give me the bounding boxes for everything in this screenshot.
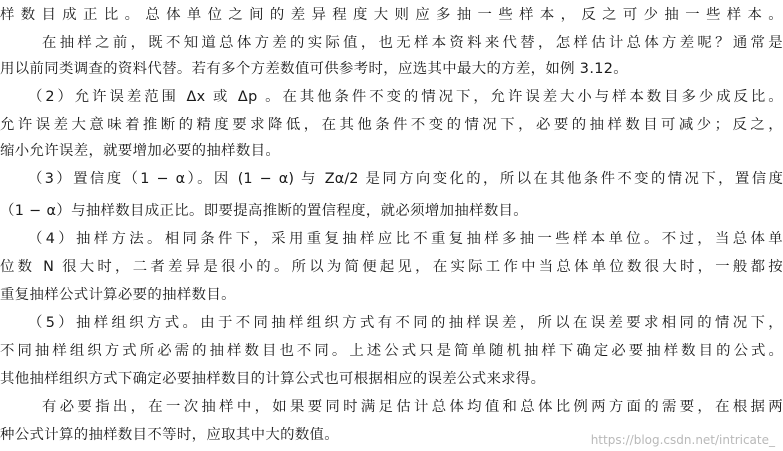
- text-line: （3）置信度（1 − α）。因 (1 − α) 与 Zα/2 是同方向变化的，所以在其他条件不变的情况下，置信度: [28, 171, 783, 187]
- text-line: 样数目成正比。总体单位之间的差异程度大则应多抽一些样本，反之可少抽一些样本。: [0, 7, 783, 23]
- watermark-url: https://blog.csdn.net/intricate_: [590, 433, 775, 447]
- text-line: 有必要指出，在一次抽样中，如果要同时满足估计总体均值和总体比例两方面的需要，在根据两: [42, 399, 783, 415]
- text-line: 在抽样之前，既不知道总体方差的实际值，也无样本资料来代替，怎样估计总体方差呢？通常是: [42, 35, 783, 51]
- text-line: 不同抽样组织方式所必需的抽样数目也不同。上述公式只是简单随机抽样下确定必要抽样数目的公式。: [0, 343, 783, 359]
- text-line: 其他抽样组织方式下确定必要抽样数目的计算公式也可根据相应的误差公式来求得。: [0, 371, 546, 387]
- text-line: （5）抽样组织方式。由于不同抽样组织方式有不同的抽样误差，所以在误差要求相同的情况下，: [28, 315, 783, 331]
- text-line: 允许误差大意味着推断的精度要求降低，在其他条件不变的情况下，必要的抽样数目可减少；反之，: [0, 117, 783, 133]
- text-line: 重复抽样公式计算必要的抽样数目。: [0, 287, 236, 303]
- text-line: 种公式计算的抽样数目不等时，应取其中大的数值。: [0, 427, 340, 443]
- text-line: （4）抽样方法。相同条件下，采用重复抽样应比不重复抽样多抽一些样本单位。不过，当总体单: [28, 231, 783, 247]
- text-line: 缩小允许误差，就要增加必要的抽样数目。: [0, 143, 281, 159]
- text-line: （2）允许误差范围 Δx 或 Δp 。在其他条件不变的情况下，允许误差大小与样本数目多少成反比。: [28, 89, 783, 105]
- text-line: 用以前同类调查的资料代替。若有多个方差数值可供参考时，应选其中最大的方差，如例 3.12。: [0, 61, 628, 77]
- text-line: （1 − α）与抽样数目成正比。即要提高推断的置信程度，就必须增加抽样数目。: [0, 203, 529, 219]
- text-line: 位数 N 很大时，二者差异是很小的。所以为简便起见，在实际工作中当总体单位数很大时，一般都按: [0, 259, 783, 275]
